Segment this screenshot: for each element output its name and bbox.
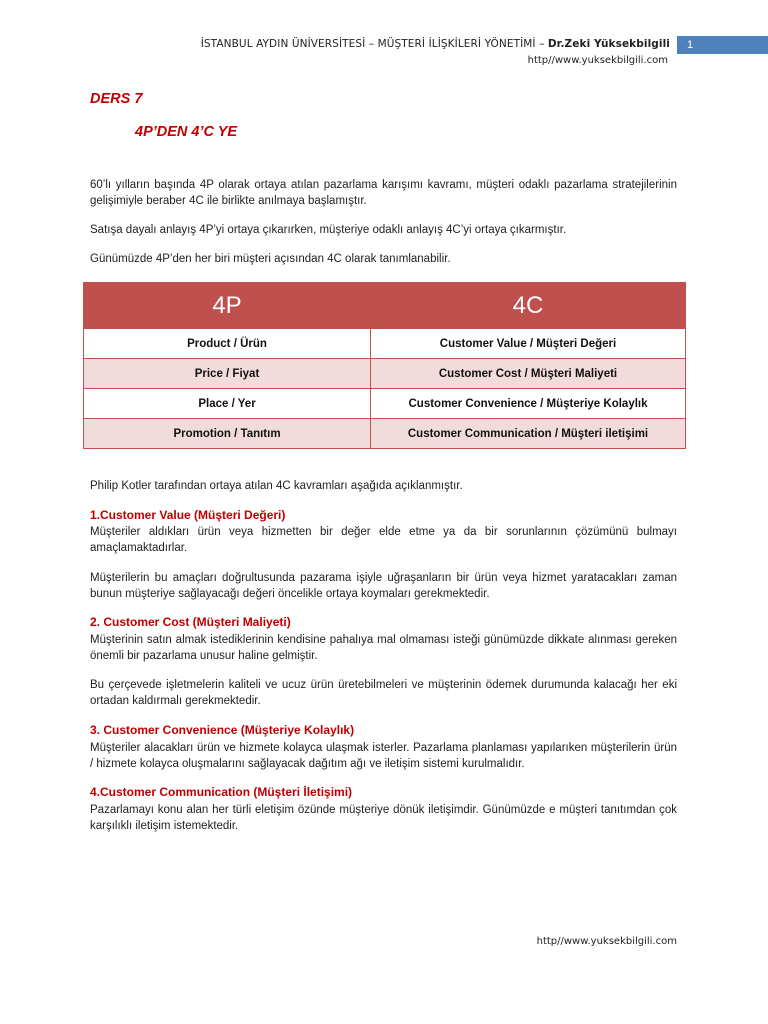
table-header-4p: 4P <box>84 283 371 329</box>
intro-paragraph-3: Günümüzde 4P’den her biri müşteri açısından 4C olarak tanımlanabilir. <box>90 253 451 265</box>
table-cell-4p: Place / Yer <box>84 389 371 419</box>
header-url: http//www.yuksekbilgili.com <box>527 55 668 66</box>
table-row <box>84 389 686 419</box>
table-row <box>84 419 686 449</box>
table-row <box>84 359 686 389</box>
kotler-paragraph: Philip Kotler tarafından ortaya atılan 4C kavramları aşağıda açıklanmıştır. <box>90 480 463 492</box>
table-cell-4c: Customer Convenience / Müşteriye Kolaylık <box>371 389 686 419</box>
section-title-customer-cost: 2. Customer Cost (Müşteri Maliyeti) <box>90 615 291 629</box>
section-paragraph: Müşteriler aldıkları ürün veya hizmetten bir değer elde etme ya da bir sorunlarının çözümünü bulmayı amaçlamaktadırlar. <box>90 526 677 554</box>
table-cell-4c: Customer Value / Müşteri Değeri <box>371 329 686 359</box>
table-row <box>84 329 686 359</box>
section-paragraph: Bu çerçevede işletmelerin kaliteli ve ucuz ürün üretebilmeleri ve müşterinin ödemek durumunda kalacağı her eki ortadan kaldırmalı gerekmektedir. <box>90 679 677 707</box>
section-paragraph: Pazarlamayı konu alan her türli eletişim özünde müşteriye dönük iletişimdir. Günümüzde e müşteri tanıtımdan çok karşılıklı iletişim istemektedir. <box>90 804 677 832</box>
section-title-customer-communication: 4.Customer Communication (Müşteri İletişimi) <box>90 785 353 799</box>
table-cell-4p: Promotion / Tanıtım <box>84 419 371 449</box>
section-paragraph: Müşterinin satın almak istediklerinin kendisine pahalıya mal olmaması isteği günümüzde dikkate alınması gereken önemli bir pazarlama unusur haline gelmiştir. <box>90 634 677 662</box>
footer-url: http//www.yuksekbilgili.com <box>536 936 677 947</box>
section-paragraph: Müşterilerin bu amaçları doğrultusunda pazarama işiyle uğraşanların bir ürün veya hizmet yaratacakları zaman bunun müşteriye sağlayacağı değeri öncelikle ortaya koymaları gerekmektedir. <box>90 572 677 600</box>
page-number-badge <box>677 36 768 54</box>
table-cell-4c: Customer Communication / Müşteri iletişimi <box>371 419 686 449</box>
document-subtitle: 4P’DEN 4’C YE <box>135 124 238 140</box>
intro-paragraph-2: Satışa dayalı anlayış 4P’yi ortaya çıkarırken, müşteriye odaklı anlayış 4C’yi ortaya çıkarmıştır. <box>90 224 567 236</box>
header-institution: İSTANBUL AYDIN ÜNİVERSİTESİ – MÜŞTERİ İLİŞKİLERİ YÖNETİMİ – <box>200 38 548 50</box>
intro-paragraph-1: 60’lı yılların başında 4P olarak ortaya atılan pazarlama karışımı kavramı, müşteri odaklı pazarlama stratejilerinin gelişimiyle beraber 4C ile birlikte anılmaya başlamıştır. <box>90 179 677 207</box>
table-header-row <box>84 283 686 329</box>
table-cell-4p: Price / Fiyat <box>84 359 371 389</box>
section-paragraph: Müşteriler alacakları ürün ve hizmete kolayca ulaşmak isterler. Pazarlama planlaması yapılarıken müşterilerin ürün / hizmete kolayca oluşmalarını sağlayacak dağıtım ağı ve iletişim sistemi kurulmalıdır. <box>90 742 677 770</box>
section-title-customer-convenience: 3. Customer Convenience (Müşteriye Kolaylık) <box>90 723 355 737</box>
lesson-title: DERS 7 <box>90 91 143 107</box>
table-cell-4c: Customer Cost / Müşteri Maliyeti <box>371 359 686 389</box>
page-header-title <box>201 38 670 50</box>
page-number: 1 <box>687 39 694 51</box>
section-title-customer-value: 1.Customer Value (Müşteri Değeri) <box>90 508 286 522</box>
header-author: Dr.Zeki Yüksekbilgili <box>547 38 670 50</box>
comparison-table <box>83 282 686 449</box>
table-header-4c: 4C <box>371 283 686 329</box>
table-cell-4p: Product / Ürün <box>84 329 371 359</box>
